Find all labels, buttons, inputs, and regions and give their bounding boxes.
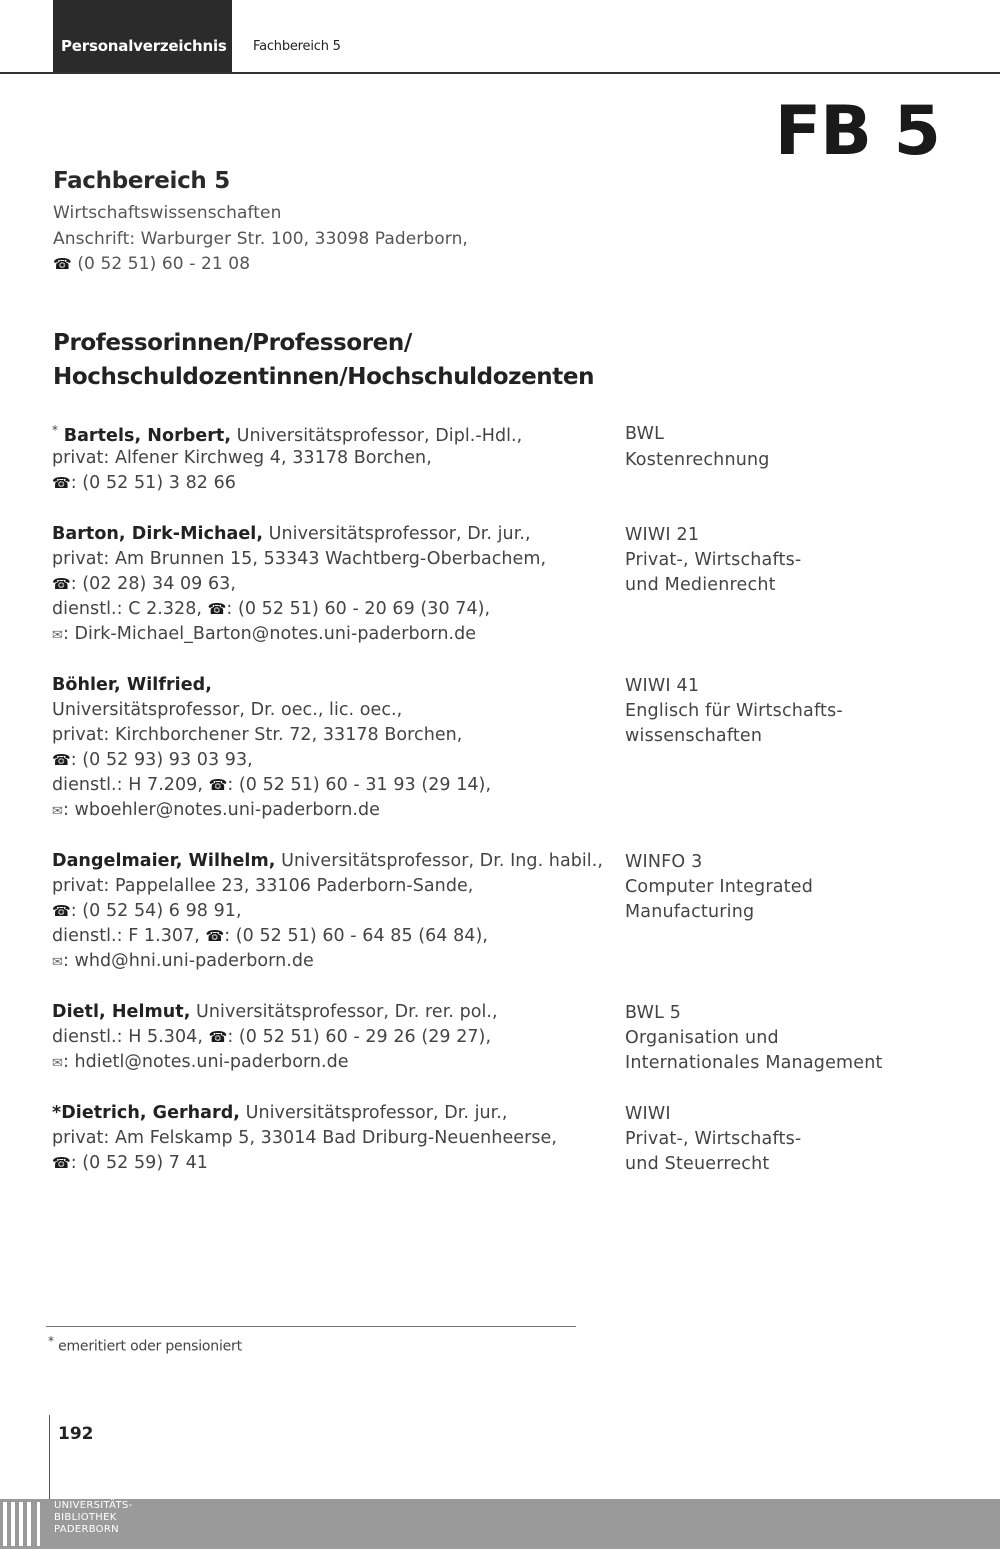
email-icon: ✉ [52,804,63,819]
email-icon: ✉ [52,628,63,643]
entry-title: Universitätsprofessor, Dr. rer. pol., [196,1002,498,1022]
entry-subject: WIWI [625,1104,671,1124]
section-tab [53,0,232,72]
entry-office: dienstl.: F 1.307, [52,926,200,946]
entry-private-phone-line [52,1153,208,1173]
library-footer [0,1499,1000,1549]
phone-icon: ☎ [205,927,225,945]
entry-private-phone-line [52,750,253,770]
entry-name-line [52,423,522,446]
footnote-marker: * [48,1334,54,1348]
phone-icon: ☎ [52,575,71,593]
entry-title: Universitätsprofessor, Dr. oec., lic. oec., [52,700,403,720]
entry-subject: Manufacturing [625,902,755,922]
barcode-logo [19,1502,23,1546]
department-phone-line [53,254,250,274]
department-title: Fachbereich 5 [53,168,230,194]
entry-subject: WIWI 21 [625,525,700,545]
entry-private-phone-line [52,473,236,493]
entry-subject: Internationales Management [625,1053,883,1073]
entry-private-phone: : (0 52 51) 3 82 66 [70,473,236,493]
department-subtitle: Wirtschaftswissenschaften [53,203,282,223]
entry-office-line [52,775,491,795]
department-address: Anschrift: Warburger Str. 100, 33098 Paderborn, [53,229,468,249]
phone-icon: ☎ [52,1154,71,1172]
phone-icon: ☎ [52,902,71,920]
entry-subject: Privat-, Wirtschafts- [625,1129,802,1149]
entry-name-line [52,1002,498,1022]
page-number: 192 [58,1424,94,1444]
phone-icon: ☎ [52,751,71,769]
entry-private-address: privat: Am Brunnen 15, 53343 Wachtberg-Oberbachem, [52,549,547,569]
phone-icon: ☎ [208,1028,228,1046]
section-title-line2: Hochschuldozentinnen/Hochschuldozenten [53,364,595,390]
entry-office-phone: : (0 52 51) 60 - 20 69 (30 74), [226,599,491,619]
entry-email: : whd@hni.uni-paderborn.de [62,951,314,971]
barcode-logo [11,1502,15,1546]
entry-private-phone-line [52,901,242,921]
entry-private-phone: : (0 52 59) 7 41 [70,1153,208,1173]
entry-office-line [52,599,490,619]
section-tab-label: Personalverzeichnis [61,37,227,55]
subsection-tab-label: Fachbereich 5 [253,39,341,54]
entry-name: *Dietrich, Gerhard, [52,1103,240,1123]
entry-office: dienstl.: H 5.304, [52,1027,203,1047]
entry-office: dienstl.: H 7.209, [52,775,203,795]
entry-office-line [52,1027,491,1047]
barcode-logo [3,1502,7,1546]
phone-icon: ☎ [207,600,227,618]
entry-office: dienstl.: C 2.328, [52,599,203,619]
emeritus-marker: * [52,423,59,437]
footer-line1: UNIVERSITÄTS- [54,1500,133,1511]
entry-name: Dietl, Helmut, [52,1002,191,1022]
entry-subject: und Steuerrecht [625,1154,770,1174]
entry-private-address: privat: Am Felskamp 5, 33014 Bad Driburg-Neuenheerse, [52,1128,557,1148]
department-phone: (0 52 51) 60 - 21 08 [77,254,251,274]
entry-subject: wissenschaften [625,726,763,746]
entry-subject: WINFO 3 [625,852,703,872]
entry-title: Universitätsprofessor, Dipl.-Hdl., [236,425,523,446]
entry-email: : wboehler@notes.uni-paderborn.de [62,800,380,820]
entry-private-phone-line [52,574,236,594]
entry-subject: WIWI 41 [625,676,700,696]
footer-line2: BIBLIOTHEK [54,1512,117,1523]
entry-title: Universitätsprofessor, Dr. jur., [268,524,531,544]
footer-line3: PADERBORN [54,1524,119,1535]
entry-email-line [52,624,476,644]
header-rule [0,72,1000,74]
department-badge: FB 5 [774,92,940,171]
entry-email-line [52,800,380,820]
entry-email: : hdietl@notes.uni-paderborn.de [62,1052,349,1072]
footnote [48,1334,242,1355]
entry-subject: BWL 5 [625,1003,682,1023]
entry-email-line [52,1052,349,1072]
entry-name: Dangelmaier, Wilhelm, [52,851,276,871]
entry-name: Bartels, Norbert, [63,425,232,446]
entry-name: Barton, Dirk-Michael, [52,524,264,544]
phone-icon: ☎ [208,776,228,794]
entry-office-phone: : (0 52 51) 60 - 31 93 (29 14), [227,775,492,795]
footnote-rule [46,1326,576,1327]
entry-subject: Englisch für Wirtschafts- [625,701,843,721]
entry-name-line [52,851,603,871]
entry-title: Universitätsprofessor, Dr. jur., [245,1103,508,1123]
entry-email-line [52,951,314,971]
phone-icon: ☎ [52,474,71,492]
email-icon: ✉ [52,1056,63,1071]
section-title-line1: Professorinnen/Professoren/ [53,330,412,356]
barcode-logo [27,1502,31,1546]
entry-subject: und Medienrecht [625,575,776,595]
phone-icon: ☎ [53,255,72,273]
email-icon: ✉ [52,955,63,970]
entry-name-line [52,675,212,695]
entry-office-phone: : (0 52 51) 60 - 64 85 (64 84), [224,926,488,946]
entry-office-phone: : (0 52 51) 60 - 29 26 (29 27), [227,1027,492,1047]
entry-subject: Computer Integrated [625,877,814,897]
entry-private-phone: : (02 28) 34 09 63, [70,574,236,594]
entry-private-phone: : (0 52 54) 6 98 91, [70,901,242,921]
page-number-rule [49,1415,50,1500]
entry-office-line [52,926,488,946]
barcode-logo [37,1502,40,1546]
entry-subject: BWL [625,424,665,444]
footnote-text: emeritiert oder pensioniert [58,1338,242,1355]
entry-private-address: privat: Alfener Kirchweg 4, 33178 Borchen, [52,448,432,468]
entry-email: : Dirk-Michael_Barton@notes.uni-paderborn.de [62,624,477,644]
entry-subject: Kostenrechnung [625,450,770,470]
entry-title: Universitätsprofessor, Dr. Ing. habil., [281,851,603,871]
entry-name: Böhler, Wilfried, [52,675,212,695]
entry-subject: Privat-, Wirtschafts- [625,550,802,570]
entry-subject: Organisation und [625,1028,779,1048]
entry-private-address: privat: Pappelallee 23, 33106 Paderborn-Sande, [52,876,474,896]
entry-name-line [52,524,531,544]
entry-name-line [52,1103,508,1123]
entry-private-phone: : (0 52 93) 93 03 93, [70,750,253,770]
entry-private-address: privat: Kirchborchener Str. 72, 33178 Borchen, [52,725,463,745]
